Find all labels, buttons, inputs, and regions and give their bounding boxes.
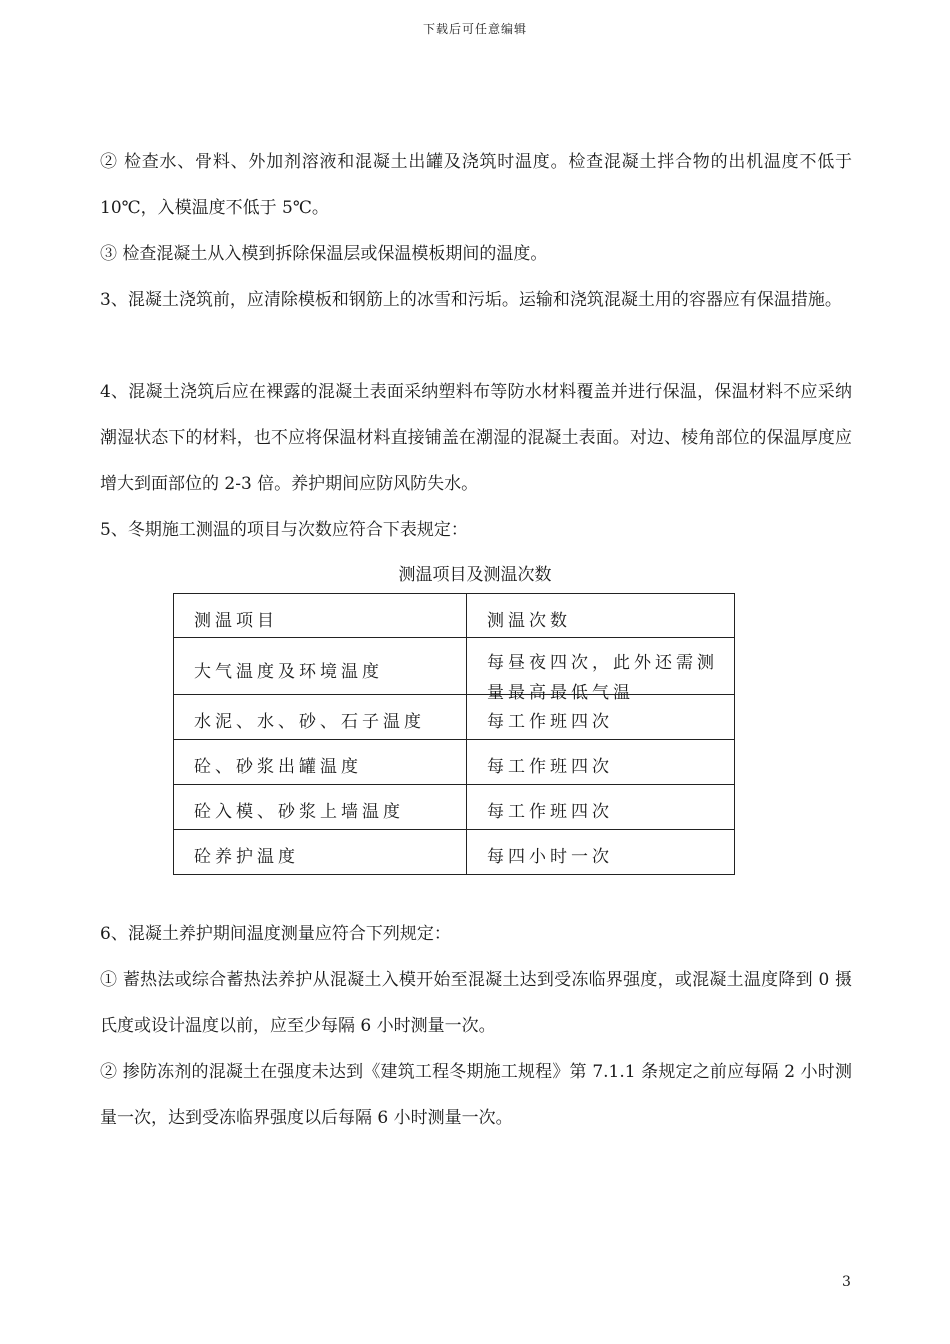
table-cell: 每工作班四次 — [467, 695, 735, 740]
table-cell: 每工作班四次 — [467, 740, 735, 785]
paragraph-rule-1: ① 蓄热法或综合蓄热法养护从混凝土入模开始至混凝土达到受冻临界强度，或混凝土温度降到 0 摄氏度或设计温度以前，应至少每隔 6 小时测量一次。 — [100, 970, 852, 1036]
table-cell-text: 每昼夜四次，此外还需测量最高最低气温 — [487, 653, 718, 703]
page-number: 3 — [842, 1274, 851, 1290]
table-row — [174, 830, 735, 875]
paragraph-rule-2: ② 掺防冻剂的混凝土在强度未达到《建筑工程冬期施工规程》第 7.1.1 条规定之前应每隔 2 小时测量一次，达到受冻临界强度以后每隔 6 小时测量一次。 — [100, 1062, 852, 1128]
page-header: 下载后可任意编辑 — [422, 22, 527, 36]
table-row — [174, 638, 735, 695]
table-row — [174, 695, 735, 740]
table-cell: 砼养护温度 — [174, 830, 467, 875]
table-header-row — [174, 594, 735, 638]
paragraph-check-pour-temp: ② 检查水、骨料、外加剂溶液和混凝土出罐及浇筑时温度。检查混凝土拌合物的出机温度不低于 10℃，入模温度不低于 5℃。 — [100, 152, 852, 218]
table-cell — [467, 638, 735, 703]
paragraph-item-4: 4、混凝土浇筑后应在裸露的混凝土表面采纳塑料布等防水材料覆盖并进行保温，保温材料不应采纳潮湿状态下的材料，也不应将保温材料直接铺盖在潮湿的混凝土表面。对边、棱角部位的保温厚度应增大到面部位的 2-3 倍。养护期间应防风防失水。 — [100, 382, 852, 494]
paragraph-item-5: 5、冬期施工测温的项目与次数应符合下表规定： — [100, 520, 468, 540]
table-row — [174, 740, 735, 785]
table-header-cell: 测温项目 — [174, 594, 467, 638]
paragraph-item-6: 6、混凝土养护期间温度测量应符合下列规定： — [100, 924, 451, 944]
table-title: 测温项目及测温次数 — [398, 565, 552, 585]
table-row — [174, 785, 735, 830]
table-cell: 水泥、水、砂、石子温度 — [174, 695, 467, 740]
paragraph-item-3: 3、混凝土浇筑前，应清除模板和钢筋上的冰雪和污垢。运输和浇筑混凝土用的容器应有保温措施。 — [100, 290, 842, 310]
table-cell: 每四小时一次 — [467, 830, 735, 875]
temperature-measurement-table — [173, 593, 735, 875]
paragraph-check-curing-temp: ③ 检查混凝土从入模到拆除保温层或保温模板期间的温度。 — [100, 244, 548, 264]
table-cell: 大气温度及环境温度 — [174, 638, 467, 695]
table-cell: 砼入模、砂浆上墙温度 — [174, 785, 467, 830]
table-cell: 砼、砂浆出罐温度 — [174, 740, 467, 785]
table-cell: 每工作班四次 — [467, 785, 735, 830]
table-header-cell: 测温次数 — [467, 594, 735, 638]
